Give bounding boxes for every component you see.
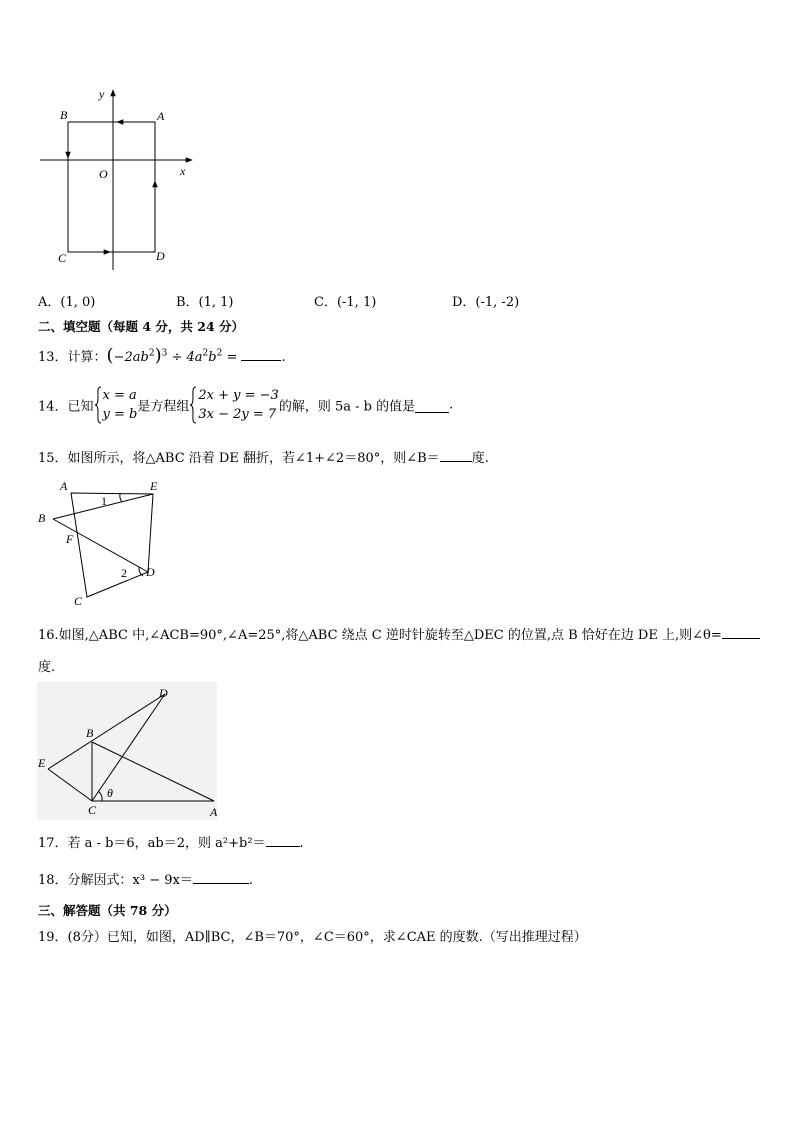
q14-sys1-line2: y = b — [102, 407, 138, 422]
label-e: E — [38, 756, 46, 770]
q17-end: . — [299, 836, 304, 851]
rectangle-path — [68, 122, 155, 252]
q14-sys1-line1: x = a — [102, 388, 137, 403]
label-o: O — [99, 167, 108, 181]
q13-exp-a: 2 — [202, 348, 209, 359]
q14-system-1 — [94, 386, 138, 424]
q14-suffix: 的解，则 5a - b 的值是 — [278, 399, 416, 415]
label-d: D — [146, 565, 155, 579]
question-14 — [38, 386, 453, 424]
question-17 — [38, 832, 304, 851]
brace-icon — [189, 386, 197, 424]
option-a[interactable]: A．(1, 0) — [38, 295, 96, 310]
label-b: B — [86, 726, 94, 740]
section-3-heading: 三、解答题（共 78 分） — [38, 903, 177, 918]
q14-sys2-line1: 2x + y = −3 — [198, 388, 279, 403]
q16-answer-blank[interactable] — [722, 624, 760, 639]
q13-eq: = — [222, 350, 242, 365]
q18-answer-blank[interactable] — [193, 869, 249, 884]
q15-text: 15．如图所示，将△ABC 沿着 DE 翻折，若∠1+∠2＝80°，则∠B＝ — [38, 451, 440, 466]
label-a: A — [157, 109, 165, 123]
question-13: 13．计算：$(-2ab^2)^3 \div 4a^2b^2$ = . — [38, 345, 286, 366]
label-d: D — [159, 686, 168, 700]
q15-answer-blank[interactable] — [440, 447, 472, 462]
q15-end: 度. — [471, 451, 489, 466]
q16-line2: 度. — [38, 660, 56, 675]
q13-end: . — [281, 350, 286, 365]
q17-answer-blank[interactable] — [266, 832, 300, 847]
label-a: A — [210, 805, 217, 819]
q13-b: b — [208, 350, 217, 365]
q17-text: 17．若 a - b＝6，ab＝2，则 a²+b²＝ — [38, 836, 266, 851]
label-b: B — [38, 511, 46, 525]
label-y: y — [99, 87, 105, 101]
rotation-figure — [37, 682, 217, 820]
q14-sys2-line2: 3x − 2y = 7 — [198, 407, 277, 422]
label-angle-2: 2 — [121, 566, 127, 580]
label-e: E — [150, 479, 158, 493]
q13-exp2: 2 — [148, 348, 155, 359]
q13-div: ÷ 4a — [171, 350, 203, 365]
label-x: x — [180, 164, 186, 178]
q18-text: 18．分解因式：x³ − 9x＝ — [38, 873, 193, 888]
q13-outer-exp: 3 — [161, 348, 168, 359]
q13-inner: −2ab — [113, 350, 149, 365]
label-f: F — [66, 532, 74, 546]
label-theta: θ — [107, 786, 113, 800]
section-2-heading: 二、填空题（每题 4 分，共 24 分） — [38, 319, 245, 334]
brace-icon — [94, 386, 102, 424]
q14-end: . — [449, 397, 454, 413]
option-b[interactable]: B．(1, 1) — [176, 295, 234, 310]
label-c: C — [74, 594, 83, 608]
q14-answer-blank[interactable] — [415, 398, 449, 413]
option-d[interactable]: D．(-1, -2) — [452, 295, 520, 310]
label-c: C — [88, 803, 97, 817]
label-b: B — [60, 108, 68, 122]
label-a: A — [60, 479, 68, 493]
q13-prefix: 13．计算： — [38, 350, 107, 365]
q14-system-2 — [189, 386, 278, 424]
label-d: D — [156, 249, 165, 263]
q14-prefix: 14．已知 — [38, 399, 94, 415]
q16-line1: 16.如图,△ABC 中,∠ACB=90°,∠A=25°,将△ABC 绕点 C 逆时针旋转至△DEC 的位置,点 B 恰好在边 DE 上,则∠θ= — [38, 628, 722, 643]
fold-triangle-figure — [35, 477, 170, 612]
question-19: 19．(8分）已知，如图，AD∥BC，∠B＝70°，∠C＝60°，求∠CAE 的度数.（写出推理过程） — [38, 930, 587, 945]
q13-exp-b: 2 — [216, 348, 223, 359]
q13-answer-blank[interactable] — [241, 346, 281, 361]
q14-mid: 是方程组 — [137, 399, 190, 415]
option-c[interactable]: C．(-1, 1) — [314, 295, 377, 310]
coordinate-figure — [35, 85, 205, 275]
label-angle-1: 1 — [101, 494, 107, 508]
q18-end: . — [248, 873, 253, 888]
label-c: C — [58, 251, 67, 265]
question-15 — [38, 447, 489, 466]
question-18 — [38, 869, 253, 888]
